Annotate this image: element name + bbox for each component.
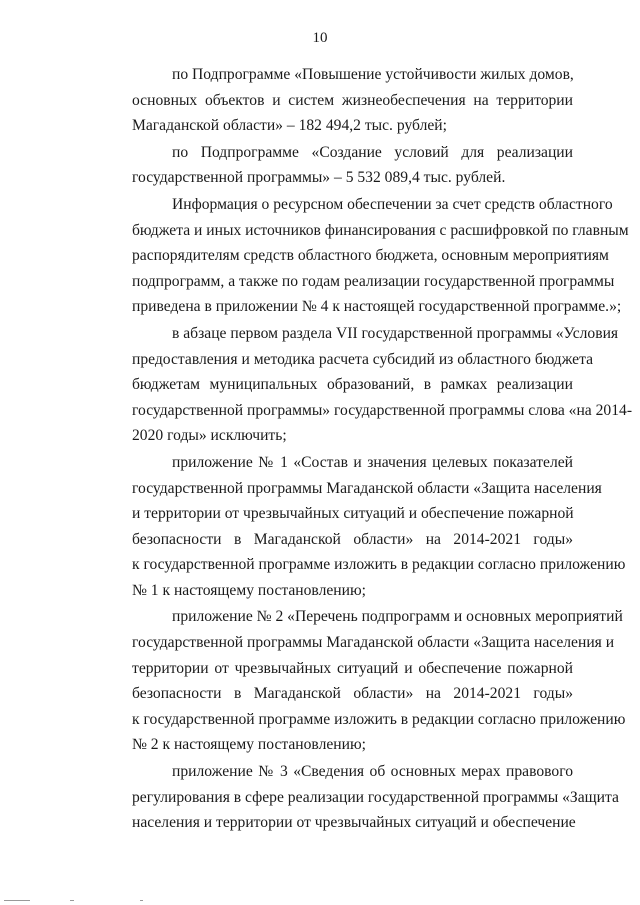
text-line: приложение № 3 «Сведения об основных мерах правового — [172, 763, 573, 781]
text-line: основных объектов и систем жизнеобеспечения на территории — [132, 91, 573, 109]
text-line: по Подпрограмме «Создание условий для реализации — [172, 143, 573, 161]
text-line: государственной программы» – 5 532 089,4 тыс. рублей. — [132, 169, 506, 187]
text-line: 2020 годы» исключить; — [132, 427, 287, 445]
text-line: в абзаце первом раздела VII государственной программы «Условия — [172, 324, 619, 342]
text-line: предоставления и методика расчета субсидий из областного бюджета — [132, 350, 593, 368]
paragraph-p3 — [92, 192, 629, 320]
text-line: подпрограмм, а также по годам реализации государственной программы — [132, 272, 615, 290]
text-line: к государственной программе изложить в редакции согласно приложению — [132, 556, 626, 574]
text-line: приведена в приложении № 4 к настоящей государственной программе.»; — [132, 298, 622, 316]
text-line: приложение № 1 «Состав и значения целевых показателей — [172, 453, 573, 471]
text-line: безопасности в Магаданской области» на 2014-2021 годы» — [132, 530, 573, 548]
text-line: государственной программы Магаданской области «Защита населения и — [132, 634, 615, 652]
page-number: 10 — [312, 30, 328, 46]
text-line: населения и территории от чрезвычайных ситуаций и обеспечение — [132, 814, 576, 832]
text-line: Информация о ресурсном обеспечении за счет средств областного — [172, 195, 613, 213]
text-line: № 1 к настоящему постановлению; — [132, 581, 366, 599]
paragraph-p1 — [92, 62, 573, 139]
text-line: Магаданской области» – 182 494,2 тыс. рублей; — [132, 117, 447, 135]
text-line: по Подпрограмме «Повышение устойчивости жилых домов, — [172, 66, 574, 83]
paragraph-p6 — [92, 604, 626, 758]
text-line: государственной программы» государственной программы слова «на 2014- — [132, 401, 633, 419]
text-line: № 2 к настоящему постановлению; — [132, 736, 366, 754]
scan-footer-marks — [0, 895, 640, 901]
document-body — [92, 62, 633, 836]
paragraph-p5 — [92, 450, 626, 604]
paragraph-p4 — [92, 321, 633, 449]
text-line: безопасности в Магаданской области» на 2014-2021 годы» — [132, 685, 573, 703]
text-line: государственной программы Магаданской области «Защита населения — [132, 479, 602, 497]
text-line: распорядителям средств областного бюджета, основным мероприятиям — [132, 247, 609, 265]
paragraph-p2 — [92, 140, 573, 191]
text-line: и территории от чрезвычайных ситуаций и обеспечение пожарной — [132, 505, 574, 523]
text-line: к государственной программе изложить в редакции согласно приложению — [132, 710, 626, 728]
text-line: регулирования в сфере реализации государственной программы «Защита — [132, 788, 619, 806]
text-line: бюджета и иных источников финансирования с расшифровкой по главным — [132, 221, 629, 239]
text-line: территории от чрезвычайных ситуаций и обеспечение пожарной — [132, 659, 573, 677]
text-line: приложение № 2 «Перечень подпрограмм и основных мероприятий — [172, 608, 623, 626]
text-line: бюджетам муниципальных образований, в рамках реализации — [132, 376, 573, 394]
paragraph-p7 — [92, 759, 619, 836]
